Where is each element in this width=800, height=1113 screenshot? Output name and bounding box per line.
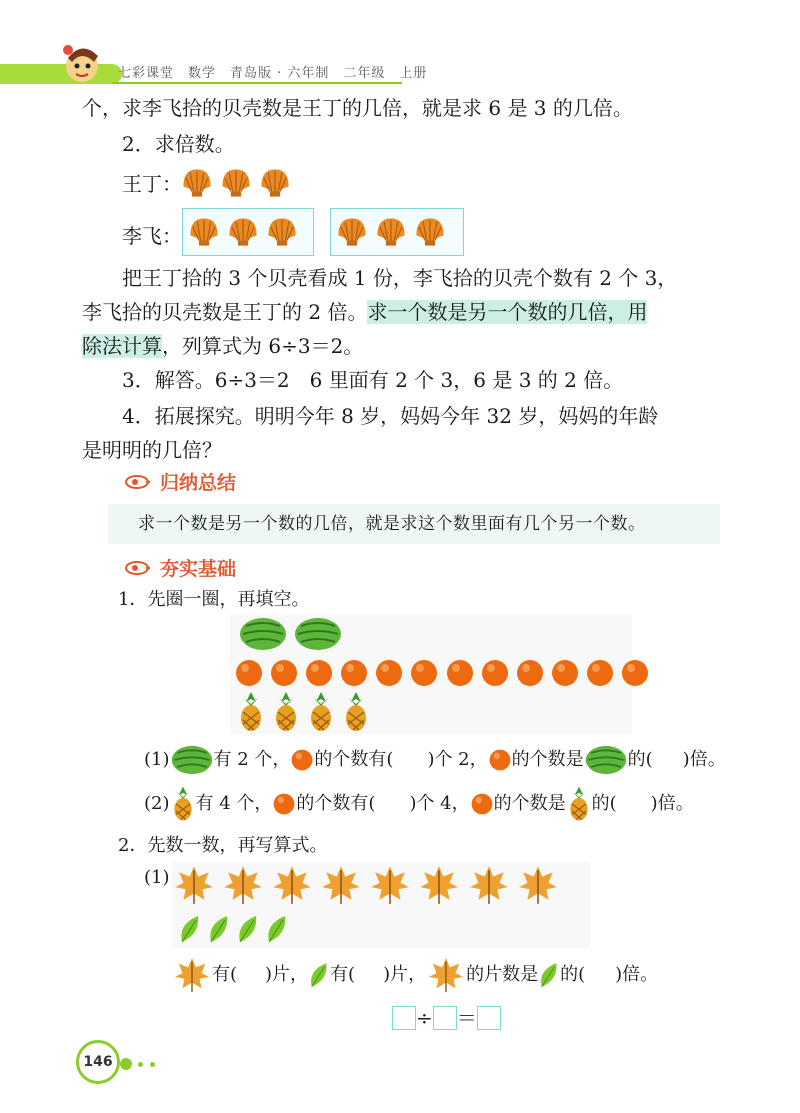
paragraph-2-line3-text: ，列算式为 6÷3＝2。 — [162, 334, 364, 358]
maple-leaf-icon — [221, 864, 265, 906]
watermelon-icon — [584, 744, 628, 776]
green-leaf-row — [178, 914, 289, 948]
shell-icon — [180, 166, 214, 200]
maple-leaf-icon — [426, 956, 466, 994]
page-dot-small — [138, 1062, 143, 1067]
paragraph-1: 个，求李飞拾的贝壳数是王丁的几倍，就是求 6 是 3 的几倍。 — [82, 96, 633, 120]
item-4-line2: 是明明的几倍？ — [82, 438, 222, 462]
shell-icon — [187, 215, 221, 249]
q1-text-d: 的个数是 — [511, 749, 584, 770]
maple-leaf-icon — [467, 864, 511, 906]
shell-group-1 — [182, 208, 314, 256]
section-title-summary: 归纳总结 — [160, 472, 237, 494]
question-2-number: (2) — [144, 793, 170, 814]
green-leaf-icon — [236, 914, 260, 944]
pineapple-icon — [170, 786, 196, 822]
pineapple-icon — [341, 692, 371, 732]
exercise-2-title: 2．先数一数，再写算式。 — [118, 835, 328, 856]
maple-leaf-icon — [270, 864, 314, 906]
q1-text-b: 的个数有( — [314, 749, 394, 770]
orange-icon — [409, 658, 439, 688]
orange-icon — [290, 748, 314, 772]
watermelon-icon — [293, 616, 343, 652]
ex2-text-f: 的( — [560, 964, 586, 985]
maple-leaf-icon — [516, 864, 560, 906]
q2-text-f: )倍。 — [650, 793, 694, 814]
divide-sign: ÷ — [416, 1006, 433, 1030]
equation-box-dividend[interactable] — [392, 1006, 416, 1030]
ex2-text-a: 有( — [212, 964, 238, 985]
green-leaf-icon — [178, 914, 202, 944]
wangding-label: 王丁： — [122, 172, 182, 196]
equals-sign: ＝ — [456, 1006, 477, 1030]
q2-text-b: 的个数有( — [296, 793, 376, 814]
mascot-icon — [60, 40, 104, 86]
header-underline — [112, 82, 402, 84]
highlight-rule-end: 除法计算 — [82, 334, 162, 358]
green-leaf-icon — [265, 914, 289, 944]
item-3-answer: 3．解答。6÷3＝2 6 里面有 2 个 3，6 是 3 的 2 倍。 — [122, 368, 624, 392]
orange-icon — [550, 658, 580, 688]
orange-icon — [272, 792, 296, 816]
shell-icon — [413, 215, 447, 249]
exercise-2-number: (1) — [144, 867, 170, 888]
green-leaf-icon — [308, 961, 330, 989]
orange-icon — [470, 792, 494, 816]
maple-leaf-icon — [319, 864, 363, 906]
orange-icon — [339, 658, 369, 688]
orange-icon — [445, 658, 475, 688]
pineapple-icon — [306, 692, 336, 732]
orange-row — [234, 658, 650, 692]
question-2-line — [144, 786, 694, 822]
q2-text-c: )个 4， — [409, 793, 470, 814]
q2-text-a: 有 4 个， — [195, 793, 273, 814]
q1-text-a: 有 2 个， — [213, 749, 291, 770]
orange-icon — [269, 658, 299, 688]
page-dot-large — [120, 1058, 132, 1070]
melon-row — [238, 616, 343, 656]
shell-icon — [374, 215, 408, 249]
pineapple-icon — [566, 786, 592, 822]
paragraph-2-line3 — [82, 332, 363, 360]
equation-box-result[interactable] — [477, 1006, 501, 1030]
q1-text-c: )个 2， — [427, 749, 488, 770]
orange-icon — [585, 658, 615, 688]
orange-icon — [304, 658, 334, 688]
q2-text-e: 的( — [591, 793, 617, 814]
maple-leaf-icon — [417, 864, 461, 906]
orange-icon — [480, 658, 510, 688]
ex2-text-e: 的片数是 — [466, 964, 539, 985]
header-text: 七彩课堂 数学 青岛版 · 六年制 二年级 上册 — [118, 66, 428, 81]
question-1-line — [144, 744, 726, 776]
shell-icon — [219, 166, 253, 200]
section-eye-icon — [124, 474, 150, 490]
q1-text-f: )倍。 — [682, 749, 726, 770]
shell-group-2 — [330, 208, 464, 256]
ex2-text-c: 有( — [330, 964, 356, 985]
green-leaf-icon — [538, 961, 560, 989]
shell-icon — [265, 215, 299, 249]
highlight-rule: 求一个数是另一个数的几倍，用 — [367, 300, 648, 324]
orange-icon — [234, 658, 264, 688]
ex2-text-d: )片， — [383, 964, 427, 985]
shell-icon — [226, 215, 260, 249]
paragraph-2-line2-text: 李飞拾的贝壳数是王丁的 2 倍。 — [82, 300, 368, 324]
orange-icon — [515, 658, 545, 688]
exercise-2-question-line — [172, 956, 658, 994]
orange-icon — [488, 748, 512, 772]
watermelon-icon — [238, 616, 288, 652]
maple-leaf-icon — [172, 956, 212, 994]
exercise-1-title: 1．先圈一圈，再填空。 — [118, 589, 310, 610]
equation-row — [392, 1004, 501, 1032]
q1-text-e: 的( — [627, 749, 653, 770]
paragraph-2-line1: 把王丁拾的 3 个贝壳看成 1 份，李飞拾的贝壳个数有 2 个 3， — [122, 266, 678, 290]
ex2-text-g: )倍。 — [615, 964, 659, 985]
item-2-title: 2．求倍数。 — [122, 132, 235, 156]
watermelon-icon — [170, 744, 214, 776]
pineapple-icon — [236, 692, 266, 732]
pineapple-row — [236, 692, 371, 736]
section-title-basics: 夯实基础 — [160, 558, 237, 580]
maple-leaf-icon — [368, 864, 412, 906]
section-eye-icon — [124, 560, 150, 576]
orange-icon — [374, 658, 404, 688]
question-1-number: (1) — [144, 749, 170, 770]
wangding-shells — [180, 166, 292, 204]
shell-icon — [258, 166, 292, 200]
page-number: 146 — [76, 1040, 120, 1084]
summary-text: 求一个数是另一个数的几倍，就是求这个数里面有几个另一个数。 — [138, 514, 646, 534]
pineapple-icon — [271, 692, 301, 732]
maple-row — [172, 864, 560, 910]
lifei-label: 李飞： — [122, 224, 182, 248]
maple-leaf-icon — [172, 864, 216, 906]
page-dot-small — [150, 1062, 155, 1067]
ex2-text-b: )片， — [265, 964, 309, 985]
equation-box-divisor[interactable] — [433, 1006, 457, 1030]
green-leaf-icon — [207, 914, 231, 944]
paragraph-2-line2 — [82, 298, 647, 326]
q2-text-d: 的个数是 — [493, 793, 566, 814]
shell-icon — [335, 215, 369, 249]
orange-icon — [620, 658, 650, 688]
item-4-line1: 4．拓展探究。明明今年 8 岁，妈妈今年 32 岁，妈妈的年龄 — [122, 404, 659, 428]
